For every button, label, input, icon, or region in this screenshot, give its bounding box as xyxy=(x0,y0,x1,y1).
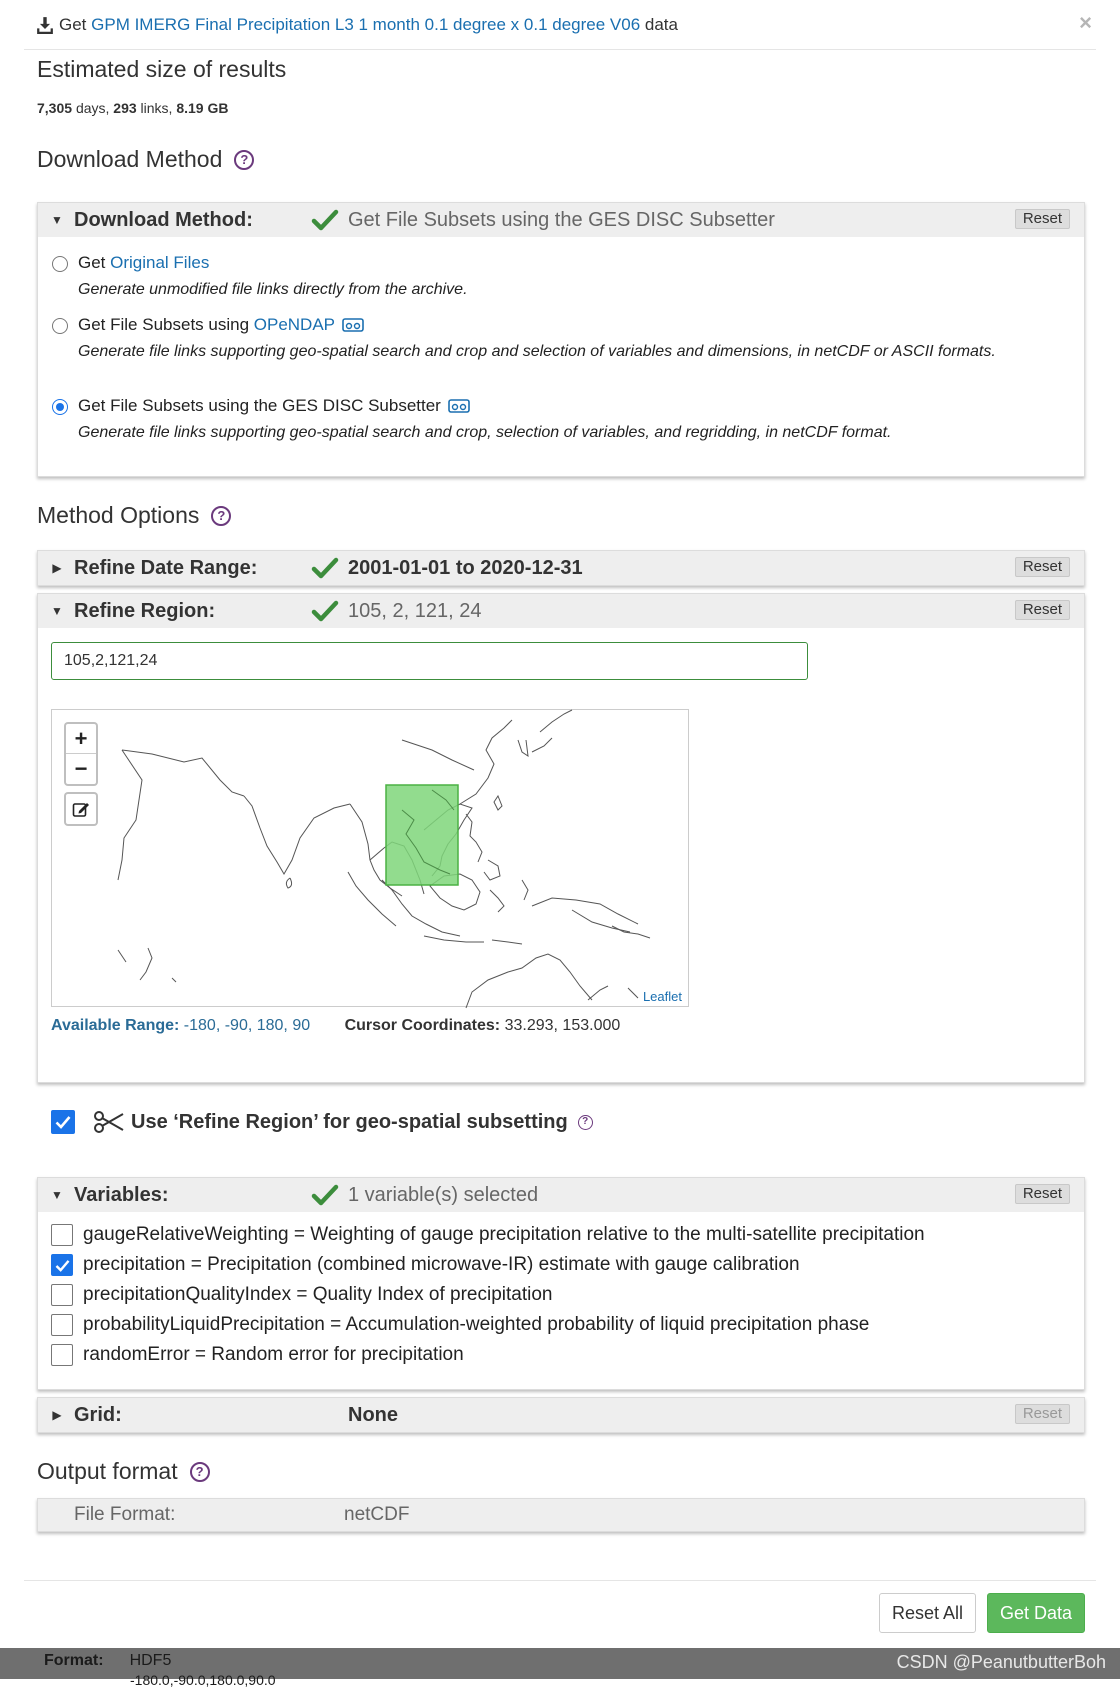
download-method-panel-header[interactable] xyxy=(38,203,1084,237)
available-range-label: Available Range: xyxy=(51,1017,180,1034)
reset-button[interactable]: Reset xyxy=(1015,1184,1070,1204)
panel-label: Refine Date Range: xyxy=(74,556,258,579)
reset-button[interactable]: Reset xyxy=(1015,209,1070,229)
close-icon[interactable]: × xyxy=(1079,10,1092,35)
panel-label: Grid: xyxy=(74,1403,122,1426)
variable-label: precipitationQualityIndex = Quality Index of precipitation xyxy=(83,1284,553,1305)
header-suffix: data xyxy=(644,14,678,34)
panel-value: 2001-01-01 to 2020-12-31 xyxy=(348,556,583,579)
estimate-links-label: links, xyxy=(140,100,173,116)
variables-list xyxy=(38,1212,1084,1370)
estimate-days: 7,305 xyxy=(37,100,73,116)
region-bbox-input[interactable] xyxy=(51,642,808,680)
use-region-label: Use ‘Refine Region’ for geo-spatial subsetting xyxy=(131,1110,568,1133)
reset-button[interactable]: Reset xyxy=(1015,600,1070,620)
panel-value: 105, 2, 121, 24 xyxy=(348,599,482,622)
reset-all-button[interactable]: Reset All xyxy=(879,1593,976,1633)
variable-item[interactable] xyxy=(38,1310,1084,1340)
caret-right-icon: ▶ xyxy=(52,1408,62,1422)
date-range-panel-header[interactable] xyxy=(38,551,1084,585)
original-files-link[interactable]: Original Files xyxy=(110,253,210,272)
file-format-label: File Format: xyxy=(74,1504,176,1525)
variable-item[interactable] xyxy=(38,1250,1084,1280)
api-doc-icon[interactable] xyxy=(447,398,471,414)
variables-panel xyxy=(37,1177,1085,1390)
help-icon[interactable]: ? xyxy=(234,150,254,170)
file-format-value: netCDF xyxy=(344,1504,410,1525)
option-description: Generate unmodified file links directly from the archive. xyxy=(78,281,468,298)
scissors-icon xyxy=(93,1110,125,1134)
option-opendap[interactable] xyxy=(52,315,1038,364)
checkmark-icon xyxy=(312,1184,338,1206)
variable-label: precipitation = Precipitation (combined microwave-IR) estimate with gauge calibration xyxy=(83,1254,800,1275)
estimate-summary xyxy=(37,100,228,116)
checkbox-check-icon xyxy=(55,1259,70,1272)
footer-divider xyxy=(24,1580,1096,1581)
caret-down-icon: ▼ xyxy=(51,1188,63,1202)
output-format-title: Output format xyxy=(37,1458,178,1484)
variable-checkbox[interactable] xyxy=(51,1284,73,1306)
option-prefix: Get File Subsets using xyxy=(78,315,254,334)
reset-button[interactable]: Reset xyxy=(1015,1404,1070,1424)
option-prefix: Get xyxy=(78,253,111,272)
zoom-out-button[interactable]: − xyxy=(74,756,88,781)
edit-box-button[interactable] xyxy=(64,792,98,826)
background-format-label: Format: xyxy=(44,1652,104,1669)
zoom-controls xyxy=(64,722,98,786)
file-format-row xyxy=(38,1499,1084,1531)
download-icon xyxy=(36,16,54,34)
option-prefix: Get File Subsets using the GES DISC Subsetter xyxy=(78,396,441,415)
help-icon[interactable]: ? xyxy=(211,506,231,526)
caret-right-icon: ▶ xyxy=(52,561,62,575)
caret-down-icon: ▼ xyxy=(51,604,63,618)
get-data-button[interactable]: Get Data xyxy=(987,1593,1085,1633)
method-options-heading xyxy=(37,502,231,529)
variable-item[interactable] xyxy=(38,1340,1084,1370)
variable-checkbox[interactable] xyxy=(51,1224,73,1246)
download-method-heading xyxy=(37,146,254,173)
variable-checkbox[interactable] xyxy=(51,1314,73,1336)
selected-region-box[interactable] xyxy=(386,785,458,885)
option-description: Generate file links supporting geo-spatial search and crop, selection of variables, and regridding, in netCDF format. xyxy=(78,424,892,441)
variable-checkbox[interactable] xyxy=(51,1254,73,1276)
zoom-in-button[interactable]: + xyxy=(66,724,96,754)
estimate-title-text: Estimated size of results xyxy=(37,56,287,82)
refine-region-panel xyxy=(37,593,1085,1083)
panel-label: Download Method: xyxy=(74,208,253,231)
opendap-link[interactable]: OPeNDAP xyxy=(253,315,336,334)
watermark: CSDN @PeanutbutterBoh xyxy=(896,1652,1106,1672)
map-footer xyxy=(51,1017,620,1035)
dataset-link[interactable]: GPM IMERG Final Precipitation L3 1 month 0.1 degree x 0.1 degree V06 xyxy=(91,14,641,34)
panel-value: Get File Subsets using the GES DISC Subsetter xyxy=(348,208,775,231)
radio-button[interactable] xyxy=(52,256,68,272)
checkmark-icon xyxy=(312,600,338,622)
header-prefix: Get xyxy=(59,14,87,34)
variable-item[interactable] xyxy=(38,1220,1084,1250)
use-region-checkbox[interactable] xyxy=(51,1110,75,1134)
checkbox-check-icon xyxy=(55,1115,71,1129)
option-original-files[interactable] xyxy=(52,253,1038,302)
download-method-panel xyxy=(37,202,1085,477)
grid-panel xyxy=(37,1397,1085,1433)
use-region-option[interactable] xyxy=(51,1110,593,1134)
variables-panel-header[interactable] xyxy=(38,1178,1084,1212)
cursor-coordinates-label: Cursor Coordinates: xyxy=(344,1017,501,1034)
variable-label: randomError = Random error for precipitation xyxy=(83,1344,464,1365)
checkmark-icon xyxy=(312,209,338,231)
reset-button[interactable]: Reset xyxy=(1015,557,1070,577)
available-range-value: -180, -90, 180, 90 xyxy=(183,1017,311,1034)
output-format-panel xyxy=(37,1498,1085,1532)
grid-panel-header[interactable] xyxy=(38,1398,1084,1432)
checkmark-icon xyxy=(312,557,338,579)
map-coastlines xyxy=(52,710,690,1008)
api-doc-icon[interactable] xyxy=(341,317,365,333)
help-icon[interactable]: ? xyxy=(190,1462,210,1482)
variable-label: gaugeRelativeWeighting = Weighting of gauge precipitation relative to the multi-satellite precipitation xyxy=(83,1224,925,1245)
radio-button-selected[interactable] xyxy=(52,399,68,415)
variable-label: probabilityLiquidPrecipitation = Accumulation-weighted probability of liquid precipitation phase xyxy=(83,1314,870,1335)
caret-down-icon: ▼ xyxy=(51,213,63,227)
modal-header xyxy=(24,0,1096,50)
estimate-links: 293 xyxy=(113,100,137,116)
background-coords: -180.0,-90.0,180.0,90.0 xyxy=(130,1672,276,1688)
output-format-heading xyxy=(37,1458,210,1485)
variable-checkbox[interactable] xyxy=(51,1344,73,1366)
cursor-coordinates-value: 33.293, 153.000 xyxy=(504,1017,621,1034)
background-format xyxy=(44,1652,171,1670)
panel-value: None xyxy=(348,1403,398,1426)
background-page xyxy=(0,1648,1120,1688)
region-map[interactable] xyxy=(51,709,689,1007)
date-range-panel xyxy=(37,550,1085,586)
refine-region-panel-header[interactable] xyxy=(38,594,1084,628)
panel-label: Variables: xyxy=(74,1183,169,1206)
estimate-title xyxy=(37,56,286,83)
leaflet-attribution-link[interactable]: Leaflet xyxy=(642,989,682,1004)
option-ges-disc-subsetter[interactable] xyxy=(52,396,1038,445)
estimate-days-label: days, xyxy=(75,100,110,116)
background-format-value: HDF5 xyxy=(129,1652,172,1669)
edit-icon xyxy=(72,800,90,818)
estimate-size: 8.19 GB xyxy=(176,100,229,116)
panel-label: Refine Region: xyxy=(74,599,216,622)
variable-item[interactable] xyxy=(38,1280,1084,1310)
download-method-title: Download Method xyxy=(37,146,223,172)
method-options-title: Method Options xyxy=(37,502,200,528)
radio-button[interactable] xyxy=(52,318,68,334)
help-icon[interactable]: ? xyxy=(578,1115,593,1130)
panel-value: 1 variable(s) selected xyxy=(348,1183,539,1206)
option-description: Generate file links supporting geo-spatial search and crop and selection of variables and dimensions, in netCDF or ASCII formats. xyxy=(78,343,996,360)
